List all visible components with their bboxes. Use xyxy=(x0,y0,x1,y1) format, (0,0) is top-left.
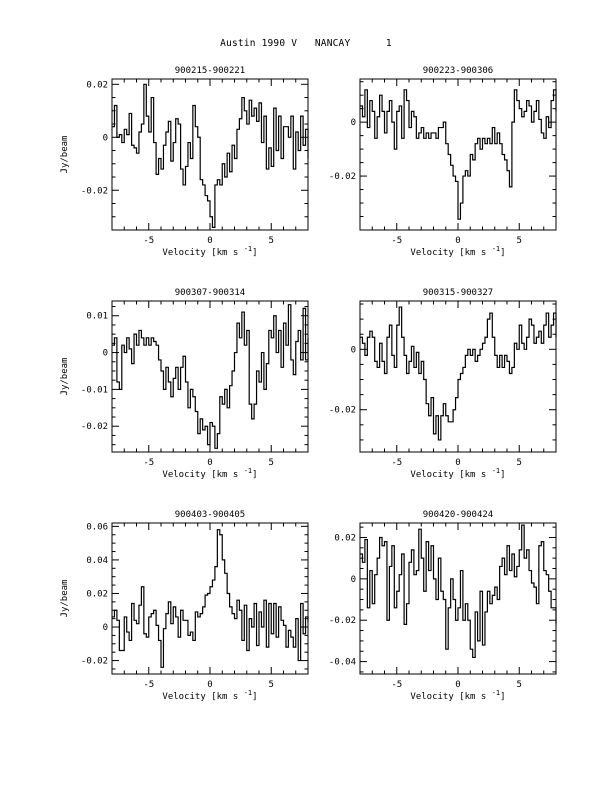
spectrum-line xyxy=(112,530,308,668)
y-tick-label: 0.04 xyxy=(86,555,108,566)
panel-title: 900215-900221 xyxy=(174,66,246,76)
y-tick-label: -0.02 xyxy=(328,616,356,627)
x-tick-label: 0 xyxy=(455,458,461,468)
x-tick-label: 5 xyxy=(516,236,522,246)
plot-frame xyxy=(360,301,556,452)
x-tick-label: 5 xyxy=(268,458,274,468)
x-tick-label: 0 xyxy=(455,680,461,690)
y-tick-label: 0 xyxy=(350,345,356,356)
y-tick-label: 0.02 xyxy=(86,80,108,91)
y-tick-label: -0.04 xyxy=(328,657,356,668)
x-tick-label: 0 xyxy=(207,458,213,468)
y-tick-label: 0.01 xyxy=(86,311,108,322)
x-tick-label: 0 xyxy=(207,236,213,246)
x-axis-label: Velocity [km s $^{-1}$] xyxy=(410,245,506,258)
x-tick-label: 5 xyxy=(516,680,522,690)
y-tick-label: -0.02 xyxy=(80,186,108,197)
x-tick-label: -5 xyxy=(391,236,403,246)
y-tick-label: 0.06 xyxy=(86,522,108,533)
x-tick-label: 5 xyxy=(516,458,522,468)
y-tick-label: 0 xyxy=(102,623,108,634)
y-axis-label: Jy/beam xyxy=(60,357,70,396)
figure-title: Austin 1990 V NANCAY 1 xyxy=(220,38,392,49)
panel-title: 900223-900306 xyxy=(422,66,494,76)
chart-panel xyxy=(60,66,308,258)
y-tick-label: -0.02 xyxy=(328,405,356,416)
panel-title: 900403-900405 xyxy=(174,510,246,520)
x-axis-label: Velocity [km s $^{-1}$] xyxy=(162,467,258,480)
x-tick-label: -5 xyxy=(391,458,403,468)
y-tick-label: 0.02 xyxy=(334,533,356,544)
chart-panel xyxy=(329,510,556,702)
y-axis-label: Jy/beam xyxy=(60,579,70,618)
x-tick-label: 5 xyxy=(268,680,274,690)
spectrum-line xyxy=(112,84,308,227)
y-tick-label: 0 xyxy=(102,348,108,359)
chart-panel xyxy=(329,66,556,258)
y-tick-label: -0.02 xyxy=(80,422,108,433)
x-axis-label: Velocity [km s $^{-1}$] xyxy=(410,689,506,702)
x-axis-label: Velocity [km s $^{-1}$] xyxy=(162,689,258,702)
y-tick-label: 0 xyxy=(102,133,108,144)
y-tick-label: -0.02 xyxy=(80,656,108,667)
x-tick-label: -5 xyxy=(143,236,155,246)
x-tick-label: 5 xyxy=(268,236,274,246)
x-tick-label: -5 xyxy=(391,680,403,690)
y-axis-label: Jy/beam xyxy=(60,135,70,174)
chart-panel xyxy=(60,288,308,480)
panel-title: 900420-900424 xyxy=(422,510,494,520)
x-tick-label: -5 xyxy=(143,680,155,690)
spectrum-line xyxy=(360,307,556,440)
chart-panel xyxy=(60,510,308,702)
y-tick-label: 0.02 xyxy=(86,589,108,600)
panel-title: 900315-900327 xyxy=(422,288,494,298)
y-tick-label: -0.01 xyxy=(80,385,108,396)
x-tick-label: 0 xyxy=(455,236,461,246)
x-tick-label: -5 xyxy=(143,458,155,468)
x-axis-label: Velocity [km s $^{-1}$] xyxy=(162,245,258,258)
panel-title: 900307-900314 xyxy=(174,288,246,298)
x-axis-label: Velocity [km s $^{-1}$] xyxy=(410,467,506,480)
spectrum-line xyxy=(360,90,556,219)
y-tick-label: 0 xyxy=(350,574,356,585)
spectrum-line xyxy=(112,305,308,449)
y-tick-label: 0 xyxy=(350,118,356,129)
spectrum-line xyxy=(360,525,556,657)
chart-panel xyxy=(329,288,556,480)
y-tick-label: -0.02 xyxy=(328,172,356,183)
x-tick-label: 0 xyxy=(207,680,213,690)
